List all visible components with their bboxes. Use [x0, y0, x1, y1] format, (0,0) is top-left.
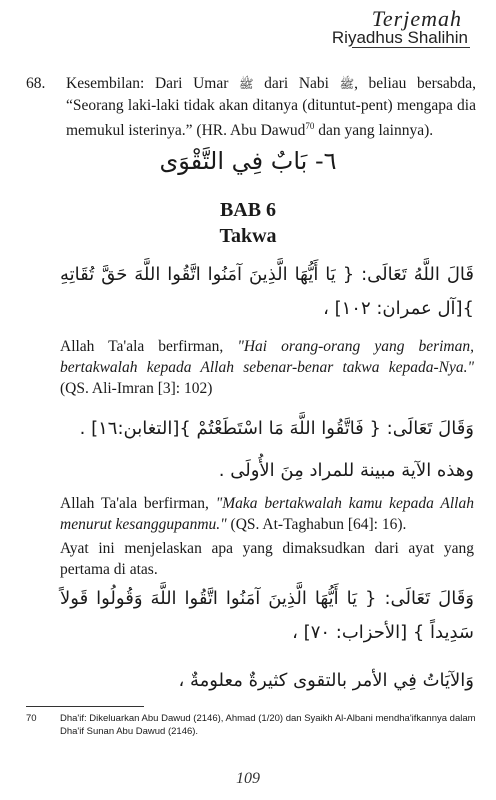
header-rule — [352, 47, 470, 48]
header-book-title: Riyadhus Shalihin — [331, 28, 468, 47]
verse-3-arabic: وَقَالَ تَعَالَى: { يَا أَيُّهَا الَّذِينَ آمَنُوا اتَّقُوا اللَّهَ وَقُولُوا قَولاً سَدِيداً } [الأحزاب: ٧٠] ، — [60, 588, 474, 643]
translation-quote: "Hai orang-orang yang beriman, bertakwalah kepada Allah sebenar-benar takwa kepada-Nya." — [60, 338, 475, 376]
footnote-ref: 70 — [305, 121, 315, 131]
hadith-text — [66, 73, 476, 141]
translation-quote: "Maka bertakwalah kamu kepada Allah menurut kesanggupanmu." — [60, 495, 474, 533]
verse-2-arabic-note: وهذه الآية مبينة للمراد مِنَ الأُولَى . — [218, 460, 474, 481]
verse-1-arabic: قَالَ اللَّهُ تَعَالَى: { يَا أَيُّهَا الَّذِينَ آمَنُوا اتَّقُوا اللَّهَ حَقَّ تُقَاتِهِ }[آل عمران: ١٠٢] ، — [60, 264, 474, 319]
footnote-number: 70 — [26, 713, 37, 724]
closing-arabic-note: وَالآيَاتُ فِي الأمر بالتقوى كثيرةٌ معلومةٌ ، — [178, 670, 474, 691]
honorific-glyph: ﷺ — [339, 77, 355, 91]
header-script-title: Terjemah — [371, 6, 462, 31]
verse-2-arabic: وَقَالَ تَعَالَى: { فَاتَّقُوا اللَّهَ مَا اسْتَطَعْتُمْ }[التغابن:١٦] . — [79, 418, 474, 439]
page-number: 109 — [236, 770, 260, 787]
chapter-name: Takwa — [219, 225, 277, 247]
verse-1-translation — [60, 336, 474, 399]
honorific-glyph: ﷺ — [239, 77, 254, 91]
hadith-text-part: dari Nabi — [253, 75, 340, 92]
hadith-text-part: Kesembilan: Dari Umar — [66, 75, 239, 92]
hadith-number: 68. — [26, 75, 46, 92]
footnote-rule — [26, 706, 144, 707]
translation-ref: (QS. Ali-Imran [3]: 102) — [60, 380, 213, 397]
hadith-text-part: dan yang lainnya). — [314, 122, 434, 140]
running-header — [310, 6, 470, 50]
chapter-arabic-title: ٦- بَابٌ فِي التَّقْوَى — [159, 147, 337, 175]
verse-2-explanation: Ayat ini menjelaskan apa yang dimaksudkan dari ayat yang pertama di atas. — [60, 540, 474, 578]
hadith-text-part: , beliau bersabda, “Seorang laki-laki tidak akan ditanya (dituntut-pent) mengapa dia memukul isterinya.” (HR. Abu Dawud — [66, 75, 476, 140]
footnote-text: Dha'if: Dikeluarkan Abu Dawud (2146), Ahmad (1/20) dan Syaikh Al-Albani mendha'ifkannya dalam Dha'if Sunan Abu Dawud (2146). — [60, 713, 476, 737]
translation-lead: Allah Ta'ala berfirman, — [60, 495, 216, 512]
footnote — [26, 712, 476, 738]
translation-lead: Allah Ta'ala berfirman, — [60, 338, 238, 355]
chapter-heading — [0, 197, 496, 249]
translation-ref: (QS. At-Taghabun [64]: 16). — [226, 516, 407, 533]
chapter-number: BAB 6 — [219, 199, 277, 221]
verse-2-translation — [60, 493, 474, 535]
hadith-68 — [26, 73, 476, 141]
